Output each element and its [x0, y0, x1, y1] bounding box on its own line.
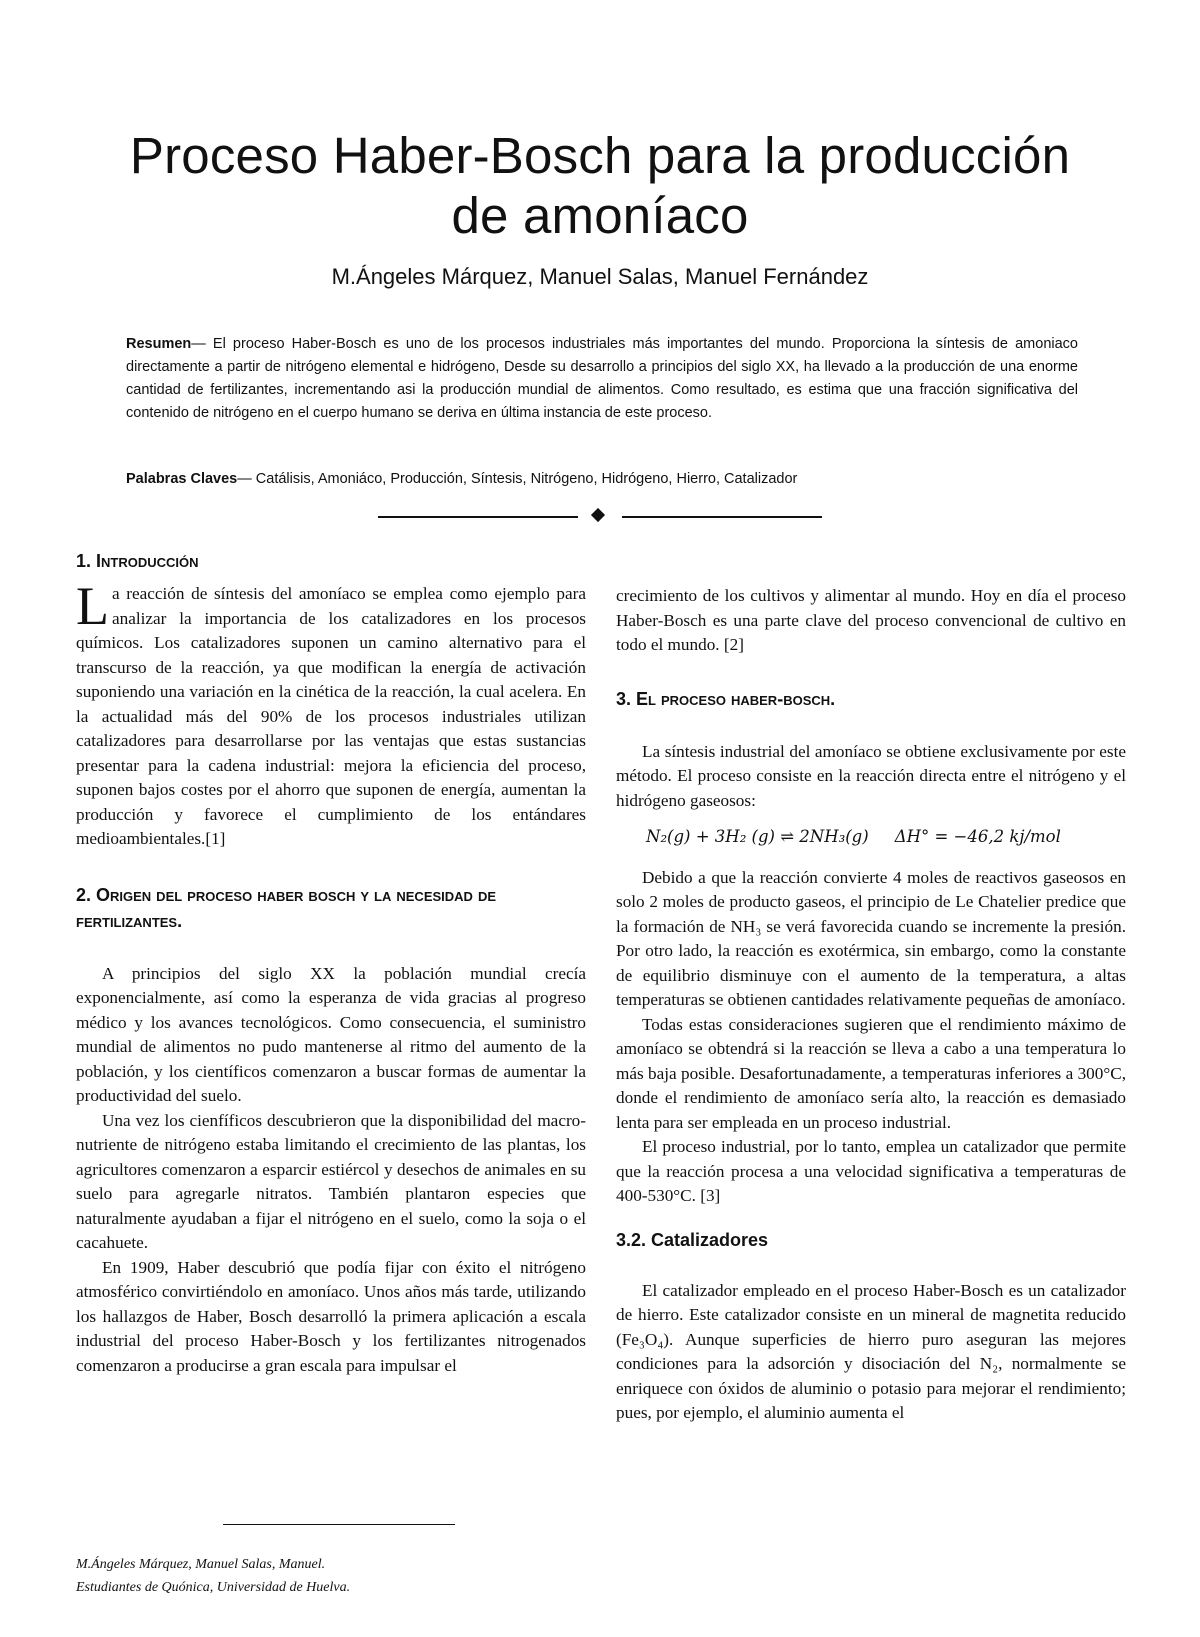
process-paragraph-3: Todas estas consideraciones sugieren que el rendimiento máximo de amoníaco se obtendrá si la reacción se lleva a cabo a una temperatura lo más baja posible. Desafortunadamente, a temperaturas inferiores a 300°C, donde el rendimiento de amoníaco sería alto, la reacción es demasiado lenta para ser empleada en un proceso industrial. [616, 1014, 1126, 1132]
intro-paragraph [76, 576, 586, 852]
footnote-authors: M.Ángeles Márquez, Manuel Salas, Manuel. [76, 1557, 326, 1572]
abstract-label: Resumen [126, 336, 192, 352]
process-paragraph-2: Debido a que la reacción convierte 4 moles de reactivos gaseosos en solo 2 moles de producto gaseos, el principio de Le Chatelier predice que la formación de NH₃ se verá favorecida cuando se incremente la presión. Por otro lado, la reacción es exotérmica, sin embargo, como la constante de equilibrio disminuye con el aumento de la temperatura, a altas temperaturas se obtienen cantidades relativamente pequeñas de amoníaco. [616, 867, 1126, 1009]
abstract-text: — El proceso Haber-Bosch es uno de los procesos industriales más importantes del mundo. Proporciona la síntesis de amoniaco directamente a partir de nitrógeno elemental e hidrógeno, Desde su desarrollo a principios del siglo XX, ha llevado a la producción de una enorme cantidad de fertilizantes, incrementando asi la producción mundial de alimentos. Como resultado, es estima que una fracción significativa del contenido de nitrógeno en el cuerpo humano se deriva en última instancia de este proceso. [126, 336, 1078, 421]
footnote-rule [223, 1524, 455, 1525]
origin-paragraph-1: A principios del siglo XX la población mundial crecía exponencialmente, así como la esperanza de vida gracias al progreso médico y los avances tecnológicos. Como consecuencia, el suministro mundial de alimentos no pudo mantenerse al ritmo del aumento de la población, y los científicos comenzaron a buscar formas de aumentar la productividad del suelo. [76, 963, 586, 1105]
keywords-text: — Catálisis, Amoniáco, Producción, Síntesis, Nitrógeno, Hidrógeno, Hierro, Catalizador [237, 471, 798, 487]
author-list: M.Ángeles Márquez, Manuel Salas, Manuel Fernández [331, 264, 869, 289]
divider-rule-left [378, 516, 578, 518]
intro-text: a reacción de síntesis del amoníaco se emplea como ejemplo para analizar la importancia de los catalizadores en los procesos químicos. Los catalizadores suponen un camino alternativo para el transcurso de la reacción, ya que modifican la energía de activación suponiendo una variación en la cinética de la reacción, la cual acelera. En la actualidad más del 90% de los procesos industriales utilizan catalizadores para desarrollarse por las ventajas que estas sustancias presentar para la cadena industrial: mejora la eficiencia del proceso, suponen bajos costes por el ahorro que suponen de energía, aumentan la producción y favorece el cumplimiento de los entándares medioambientales.[1] [76, 584, 586, 848]
paper-title [40, 126, 1160, 246]
drop-cap: L [76, 576, 109, 636]
heading-proceso: 3. El proceso haber-bosch. [616, 688, 836, 709]
diamond-icon [591, 508, 605, 522]
process-paragraph-1: La síntesis industrial del amoníaco se obtiene exclusivamente por este método. El proceso consiste en la reacción directa entre el nitrógeno y el hidrógeno gaseosos: [616, 741, 1126, 810]
right-column [616, 584, 1126, 1426]
reaction-equation [646, 825, 1126, 850]
section-divider [0, 506, 1200, 526]
process-paragraph-4: El proceso industrial, por lo tanto, emplea un catalizador que permite que la reacción procesa a una velocidad significativa a temperaturas de 400-530°C. [3] [616, 1137, 1126, 1205]
heading-catalizadores: 3.2. Catalizadores [616, 1229, 769, 1250]
heading-origen: 2. Origen del proceso haber bosch y la necesidad de fertilizantes. [76, 884, 497, 931]
catalysts-paragraph-1: El catalizador empleado en el proceso Haber-Bosch es un catalizador de hierro. Este catalizador consiste en un mineral de magnetita reducido (Fe₃O₄). Aunque superficies de hierro puro aseguran las mejores condiciones para la adsorción y disociación del N₂, normalmente se enriquece con óxidos de aluminio o potasio para mejorar el rendimiento; pues, por ejemplo, el aluminio aumenta el [616, 1280, 1126, 1422]
heading-introduccion: 1. Introducción [76, 551, 199, 571]
footnote-affiliation: Estudiantes de Quónica, Universidad de Huelva. [76, 1580, 351, 1595]
origin-paragraph-3-continued: crecimiento de los cultivos y alimentar al mundo. Hoy en día el proceso Haber-Bosch es una parte clave del proceso convencional de cultivo en todo el mundo. [2] [616, 586, 1126, 654]
title-line-1: Proceso Haber-Bosch para la producción [129, 127, 1071, 184]
keywords-label: Palabras Claves [126, 471, 238, 487]
divider-rule-right [622, 516, 822, 518]
keywords [126, 468, 1078, 490]
origin-paragraph-3: En 1909, Haber descubrió que podía fijar con éxito el nitrógeno atmosférico convirtiéndolo en amoníaco. Unos años más tarde, utilizando los hallazgos de Haber, Bosch desarrolló la primera aplicación a escala industrial del proceso Haber-Bosch y los fertilizantes nitrogenados comenzaron a producirse a gran escala para impulsar el [76, 1257, 586, 1375]
title-line-2: de amoníaco [451, 187, 749, 244]
equation-reaction: N₂(g) + 3H₂ (g) ⇌ 2NH₃(g) [646, 827, 869, 846]
equation-enthalpy: ΔH° = −46,2 kj/mol [894, 827, 1061, 846]
left-column [76, 548, 586, 1378]
footnote [76, 1553, 586, 1599]
abstract [126, 333, 1078, 425]
origin-paragraph-2: Una vez los cienfíficos descubrieron que la disponibilidad del macro-nutriente de nitrógeno estaba limitando el crecimiento de las plantas, los agricultores comenzaron a esparcir estiércol y desechos de animales en su suelo para agregarle nitratos. También plantaron especies que naturalmente ayudaban a fijar el nitrógeno en el suelo, como la soja o el cacahuete. [76, 1110, 586, 1252]
